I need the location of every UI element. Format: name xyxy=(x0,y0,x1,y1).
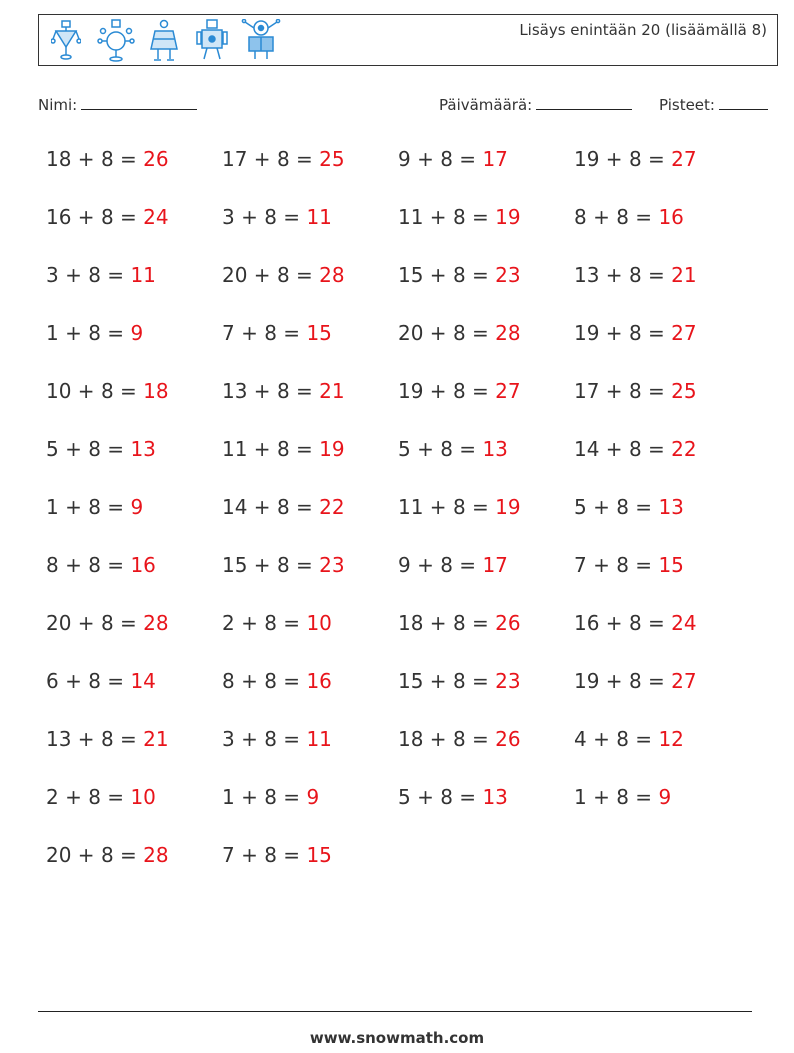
addend-a: 11 xyxy=(398,495,424,519)
answer: 24 xyxy=(671,611,697,635)
addend-b: 8 xyxy=(628,437,642,461)
problem-item: 3 + 8 = 11 xyxy=(222,727,332,751)
problem-item: 8 + 8 = 16 xyxy=(574,205,684,229)
problem-item: 5 + 8 = 13 xyxy=(398,437,508,461)
addend-b: 8 xyxy=(276,263,290,287)
addend-b: 8 xyxy=(276,553,290,577)
addend-b: 8 xyxy=(452,669,466,693)
addend-b: 8 xyxy=(452,205,466,229)
addend-a: 7 xyxy=(222,321,235,345)
addend-a: 15 xyxy=(398,669,424,693)
robot-1-icon xyxy=(51,19,81,63)
addend-a: 11 xyxy=(222,437,248,461)
addend-a: 20 xyxy=(398,321,424,345)
problem-item: 16 + 8 = 24 xyxy=(574,611,697,635)
addend-b: 8 xyxy=(100,205,114,229)
addend-a: 19 xyxy=(574,321,600,345)
answer: 28 xyxy=(319,263,345,287)
answer: 21 xyxy=(319,379,345,403)
addend-a: 14 xyxy=(222,495,248,519)
addend-a: 9 xyxy=(398,553,411,577)
addend-b: 8 xyxy=(628,611,642,635)
addend-b: 8 xyxy=(88,437,101,461)
addend-a: 10 xyxy=(46,379,72,403)
answer: 27 xyxy=(495,379,521,403)
addend-b: 8 xyxy=(264,205,277,229)
addend-a: 18 xyxy=(398,611,424,635)
addend-b: 8 xyxy=(440,553,453,577)
addend-a: 13 xyxy=(46,727,72,751)
addend-a: 3 xyxy=(222,727,235,751)
addend-a: 13 xyxy=(574,263,600,287)
answer: 26 xyxy=(495,611,521,635)
problem-item: 19 + 8 = 27 xyxy=(398,379,521,403)
addend-b: 8 xyxy=(88,669,101,693)
problem-item: 7 + 8 = 15 xyxy=(222,843,332,867)
problem-item: 2 + 8 = 10 xyxy=(222,611,332,635)
problem-item: 17 + 8 = 25 xyxy=(574,379,697,403)
addend-a: 8 xyxy=(46,553,59,577)
name-field xyxy=(38,94,197,114)
problem-item: 11 + 8 = 19 xyxy=(398,495,521,519)
answer: 27 xyxy=(671,669,697,693)
date-field xyxy=(439,94,632,114)
answer: 26 xyxy=(495,727,521,751)
addend-a: 4 xyxy=(574,727,587,751)
problem-item: 7 + 8 = 15 xyxy=(574,553,684,577)
addend-b: 8 xyxy=(100,843,114,867)
addend-a: 7 xyxy=(574,553,587,577)
name-label: Nimi: xyxy=(38,96,78,114)
problem-item: 5 + 8 = 13 xyxy=(574,495,684,519)
answer: 19 xyxy=(495,495,521,519)
problem-item: 18 + 8 = 26 xyxy=(398,611,521,635)
answer: 17 xyxy=(482,147,508,171)
answer: 9 xyxy=(130,495,144,519)
answer: 28 xyxy=(495,321,521,345)
answer: 23 xyxy=(319,553,345,577)
addend-b: 8 xyxy=(452,379,466,403)
problem-item: 6 + 8 = 14 xyxy=(46,669,156,693)
answer: 9 xyxy=(306,785,320,809)
addend-b: 8 xyxy=(628,147,642,171)
addend-b: 8 xyxy=(88,263,101,287)
addend-b: 8 xyxy=(616,205,629,229)
addend-b: 8 xyxy=(100,727,114,751)
addend-b: 8 xyxy=(264,611,277,635)
score-label: Pisteet: xyxy=(659,96,715,114)
problem-item: 7 + 8 = 15 xyxy=(222,321,332,345)
worksheet-title: Lisäys enintään 20 (lisäämällä 8) xyxy=(519,21,767,39)
answer: 9 xyxy=(658,785,672,809)
answer: 12 xyxy=(658,727,684,751)
robot-4-icon xyxy=(195,19,229,63)
answer: 23 xyxy=(495,669,521,693)
problem-item: 15 + 8 = 23 xyxy=(398,263,521,287)
addend-a: 1 xyxy=(574,785,587,809)
addend-b: 8 xyxy=(616,727,629,751)
addend-a: 3 xyxy=(46,263,59,287)
problem-item: 19 + 8 = 27 xyxy=(574,321,697,345)
addend-a: 14 xyxy=(574,437,600,461)
addend-b: 8 xyxy=(628,379,642,403)
problem-item: 20 + 8 = 28 xyxy=(46,843,169,867)
problem-item: 8 + 8 = 16 xyxy=(222,669,332,693)
problem-item: 11 + 8 = 19 xyxy=(222,437,345,461)
problem-item: 5 + 8 = 13 xyxy=(46,437,156,461)
addend-b: 8 xyxy=(616,553,629,577)
addend-a: 20 xyxy=(46,843,72,867)
answer: 15 xyxy=(306,321,332,345)
addend-b: 8 xyxy=(100,147,114,171)
problem-item: 20 + 8 = 28 xyxy=(398,321,521,345)
worksheet-header xyxy=(38,14,778,66)
addend-b: 8 xyxy=(440,437,453,461)
addend-a: 19 xyxy=(574,147,600,171)
problem-item: 19 + 8 = 27 xyxy=(574,669,697,693)
addend-b: 8 xyxy=(88,321,101,345)
addend-b: 8 xyxy=(276,147,290,171)
addend-b: 8 xyxy=(88,785,101,809)
problem-item: 10 + 8 = 18 xyxy=(46,379,169,403)
addend-b: 8 xyxy=(440,785,453,809)
answer: 10 xyxy=(130,785,156,809)
addend-b: 8 xyxy=(440,147,453,171)
answer: 11 xyxy=(306,205,332,229)
addend-a: 18 xyxy=(398,727,424,751)
addend-a: 2 xyxy=(46,785,59,809)
addend-b: 8 xyxy=(276,495,290,519)
answer: 25 xyxy=(319,147,345,171)
addend-b: 8 xyxy=(452,321,466,345)
addend-b: 8 xyxy=(452,727,466,751)
addend-b: 8 xyxy=(88,495,101,519)
robot-2-icon xyxy=(97,19,135,63)
answer: 16 xyxy=(306,669,332,693)
answer: 28 xyxy=(143,611,169,635)
addend-a: 18 xyxy=(46,147,72,171)
addend-a: 16 xyxy=(46,205,72,229)
answer: 22 xyxy=(671,437,697,461)
addend-a: 15 xyxy=(398,263,424,287)
problem-item: 5 + 8 = 13 xyxy=(398,785,508,809)
addend-a: 6 xyxy=(46,669,59,693)
addend-b: 8 xyxy=(88,553,101,577)
answer: 18 xyxy=(143,379,169,403)
addend-b: 8 xyxy=(264,727,277,751)
problem-item: 1 + 8 = 9 xyxy=(46,495,144,519)
addend-b: 8 xyxy=(264,785,277,809)
answer: 10 xyxy=(306,611,332,635)
problem-item: 11 + 8 = 19 xyxy=(398,205,521,229)
answer: 25 xyxy=(671,379,697,403)
addend-a: 2 xyxy=(222,611,235,635)
name-blank[interactable] xyxy=(81,94,197,110)
problem-item: 14 + 8 = 22 xyxy=(574,437,697,461)
addend-a: 17 xyxy=(574,379,600,403)
addend-a: 8 xyxy=(222,669,235,693)
addend-a: 1 xyxy=(222,785,235,809)
addend-b: 8 xyxy=(264,321,277,345)
addend-b: 8 xyxy=(452,611,466,635)
answer: 13 xyxy=(482,785,508,809)
problem-item: 19 + 8 = 27 xyxy=(574,147,697,171)
addend-b: 8 xyxy=(100,611,114,635)
addend-b: 8 xyxy=(452,263,466,287)
answer: 14 xyxy=(130,669,156,693)
addend-a: 7 xyxy=(222,843,235,867)
score-field xyxy=(659,94,768,114)
problem-item: 1 + 8 = 9 xyxy=(222,785,320,809)
addend-a: 16 xyxy=(574,611,600,635)
addend-a: 11 xyxy=(398,205,424,229)
addend-b: 8 xyxy=(276,437,290,461)
addend-a: 5 xyxy=(46,437,59,461)
addend-a: 17 xyxy=(222,147,248,171)
answer: 21 xyxy=(671,263,697,287)
addend-b: 8 xyxy=(628,669,642,693)
addend-a: 8 xyxy=(574,205,587,229)
addend-a: 5 xyxy=(398,785,411,809)
answer: 19 xyxy=(319,437,345,461)
addend-a: 5 xyxy=(398,437,411,461)
addend-a: 19 xyxy=(398,379,424,403)
answer: 22 xyxy=(319,495,345,519)
answer: 13 xyxy=(482,437,508,461)
answer: 16 xyxy=(658,205,684,229)
date-blank[interactable] xyxy=(536,94,632,110)
problem-item: 9 + 8 = 17 xyxy=(398,147,508,171)
robot-5-icon xyxy=(241,19,281,63)
answer: 19 xyxy=(495,205,521,229)
answer: 17 xyxy=(482,553,508,577)
answer: 13 xyxy=(130,437,156,461)
footer-divider xyxy=(38,1011,752,1012)
addend-b: 8 xyxy=(616,495,629,519)
problem-item: 3 + 8 = 11 xyxy=(46,263,156,287)
score-blank[interactable] xyxy=(719,94,768,110)
robot-3-icon xyxy=(147,19,181,63)
problem-item: 4 + 8 = 12 xyxy=(574,727,684,751)
problem-item: 13 + 8 = 21 xyxy=(574,263,697,287)
addend-a: 9 xyxy=(398,147,411,171)
addend-b: 8 xyxy=(616,785,629,809)
addend-b: 8 xyxy=(276,379,290,403)
addend-b: 8 xyxy=(628,321,642,345)
footer-url: www.snowmath.com xyxy=(309,1029,485,1047)
problem-item: 17 + 8 = 25 xyxy=(222,147,345,171)
answer: 11 xyxy=(130,263,156,287)
problem-item: 18 + 8 = 26 xyxy=(46,147,169,171)
answer: 15 xyxy=(306,843,332,867)
addend-b: 8 xyxy=(264,843,277,867)
addend-a: 15 xyxy=(222,553,248,577)
addend-a: 20 xyxy=(222,263,248,287)
addend-a: 1 xyxy=(46,321,59,345)
answer: 27 xyxy=(671,147,697,171)
answer: 21 xyxy=(143,727,169,751)
addend-b: 8 xyxy=(628,263,642,287)
problem-item: 2 + 8 = 10 xyxy=(46,785,156,809)
answer: 28 xyxy=(143,843,169,867)
problem-item: 16 + 8 = 24 xyxy=(46,205,169,229)
problem-item: 18 + 8 = 26 xyxy=(398,727,521,751)
problem-item: 15 + 8 = 23 xyxy=(222,553,345,577)
answer: 13 xyxy=(658,495,684,519)
addend-b: 8 xyxy=(452,495,466,519)
addend-a: 3 xyxy=(222,205,235,229)
problem-item: 13 + 8 = 21 xyxy=(46,727,169,751)
answer: 23 xyxy=(495,263,521,287)
problem-item: 8 + 8 = 16 xyxy=(46,553,156,577)
problem-item: 14 + 8 = 22 xyxy=(222,495,345,519)
answer: 16 xyxy=(130,553,156,577)
date-label: Päivämäärä: xyxy=(439,96,533,114)
answer: 11 xyxy=(306,727,332,751)
addend-a: 5 xyxy=(574,495,587,519)
problem-item: 20 + 8 = 28 xyxy=(46,611,169,635)
addend-a: 1 xyxy=(46,495,59,519)
problem-item: 1 + 8 = 9 xyxy=(46,321,144,345)
problem-item: 3 + 8 = 11 xyxy=(222,205,332,229)
problem-item: 13 + 8 = 21 xyxy=(222,379,345,403)
answer: 24 xyxy=(143,205,169,229)
answer: 15 xyxy=(658,553,684,577)
problem-item: 15 + 8 = 23 xyxy=(398,669,521,693)
problem-item: 20 + 8 = 28 xyxy=(222,263,345,287)
addend-b: 8 xyxy=(100,379,114,403)
problem-item: 9 + 8 = 17 xyxy=(398,553,508,577)
problem-item: 1 + 8 = 9 xyxy=(574,785,672,809)
answer: 27 xyxy=(671,321,697,345)
addend-a: 13 xyxy=(222,379,248,403)
addend-a: 20 xyxy=(46,611,72,635)
answer: 9 xyxy=(130,321,144,345)
addend-b: 8 xyxy=(264,669,277,693)
addend-a: 19 xyxy=(574,669,600,693)
answer: 26 xyxy=(143,147,169,171)
